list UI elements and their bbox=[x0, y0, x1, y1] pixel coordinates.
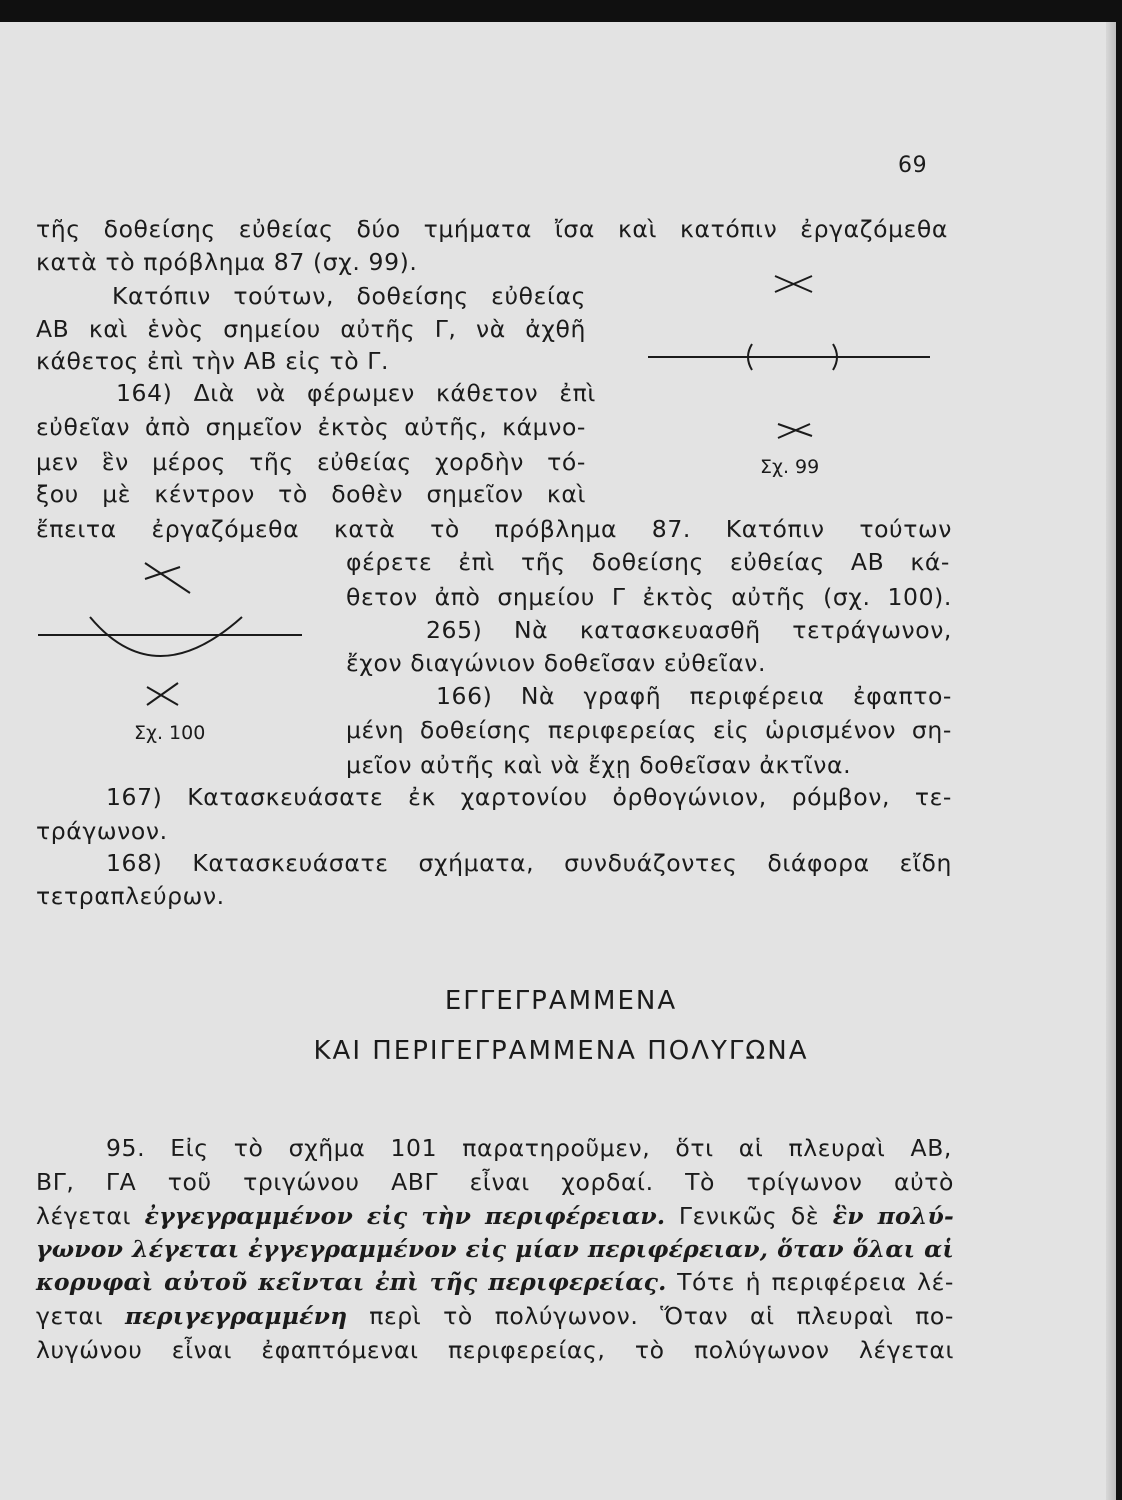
text-line: εὐθεῖαν ἀπὸ σημεῖον ἐκτὸς αὐτῆς, κάμνο- bbox=[36, 413, 586, 441]
text-line: ἔχον διαγώνιον δοθεῖσαν εὐθεῖαν. bbox=[346, 649, 767, 677]
text-line: θετον ἀπὸ σημείου Γ ἐκτὸς αὐτῆς (σχ. 100). bbox=[346, 583, 952, 611]
section-heading-line1: ΕΓΓΕΓΡΑΜΜΕΝΑ bbox=[444, 986, 678, 1016]
text-line: φέρετε ἐπὶ τῆς δοθείσης εὐθείας ΑΒ κά- bbox=[346, 548, 950, 576]
text-line-mixed bbox=[36, 1200, 954, 1232]
text-line: Κατόπιν τούτων, δοθείσης εὐθείας bbox=[112, 282, 586, 310]
fig99-caption: Σχ. 99 bbox=[760, 456, 820, 478]
text-line: μεῖον αὐτῆς καὶ νὰ ἔχῃ δοθεῖσαν ἀκτῖνα. bbox=[346, 751, 852, 779]
emphasis-text: γωνον λέγεται ἐγγεγραμμένον εἰς μίαν περιφέρειαν, ὅταν ὅλαι αἱ bbox=[36, 1235, 954, 1263]
text-line-mixed bbox=[36, 1266, 954, 1298]
section-heading-line2: ΚΑΙ ΠΕΡΙΓΕΓΡΑΜΜΕΝΑ ΠΟΛΥΓΩΝΑ bbox=[313, 1036, 809, 1066]
text-line: μένη δοθείσης περιφερείας εἰς ὡρισμένον ση- bbox=[346, 716, 952, 744]
text-line: κάθετος ἐπὶ τὴν ΑΒ εἰς τὸ Γ. bbox=[36, 347, 390, 375]
emphasis-text: ἓν πολύ- bbox=[832, 1202, 954, 1230]
text-line: 95. Εἰς τὸ σχῆμα 101 παρατηροῦμεν, ὅτι αἱ πλευραὶ ΑΒ, bbox=[106, 1134, 952, 1162]
text-line: 166) Νὰ γραφῆ περιφέρεια ἐφαπτο- bbox=[436, 682, 952, 710]
text-line: τράγωνον. bbox=[36, 817, 168, 845]
page-number: 69 bbox=[898, 153, 928, 178]
text-line: ΒΓ, ΓΑ τοῦ τριγώνου ΑΒΓ εἶναι χορδαί. Τὸ τρίγωνον αὐτὸ bbox=[36, 1168, 954, 1196]
text-line: 265) Νὰ κατασκευασθῆ τετράγωνον, bbox=[426, 616, 952, 644]
text-line: ἔπειτα ἐργαζόμεθα κατὰ τὸ πρόβλημα 87. Κατόπιν τούτων bbox=[36, 515, 952, 543]
text-line: ξου μὲ κέντρον τὸ δοθὲν σημεῖον καὶ bbox=[36, 480, 586, 508]
fig100-mark-top-a bbox=[145, 563, 190, 593]
text-line: 167) Κατασκευάσατε ἐκ χαρτονίου ὀρθογώνιον, ρόμβον, τε- bbox=[106, 783, 952, 811]
text-line: τῆς δοθείσης εὐθείας δύο τμήματα ἴσα καὶ κατόπιν ἐργαζόμεθα bbox=[36, 215, 948, 243]
emphasis-text: ἐγγεγραμμένον εἰς τὴν περιφέρειαν. bbox=[144, 1202, 666, 1230]
text-line: ΑΒ καὶ ἑνὸς σημείου αὐτῆς Γ, νὰ ἀχθῆ bbox=[36, 315, 586, 343]
text-span: Γενικῶς δὲ bbox=[678, 1202, 820, 1230]
fig100-arc bbox=[90, 617, 242, 656]
text-span: περὶ τὸ πολύγωνον. Ὅταν αἱ πλευραὶ πο- bbox=[369, 1302, 954, 1330]
text-line: 164) Διὰ νὰ φέρωμεν κάθετον ἐπὶ bbox=[116, 379, 596, 407]
text-line-mixed bbox=[36, 1233, 954, 1265]
text-line: λυγώνου εἶναι ἐφαπτόμεναι περιφερείας, τὸ πολύγωνον λέγεται bbox=[36, 1336, 954, 1364]
text-span: Τότε ἡ περιφέρεια λέ- bbox=[677, 1268, 954, 1296]
text-line: μεν ἓν μέρος τῆς εὐθείας χορδὴν τό- bbox=[36, 448, 586, 476]
emphasis-text: κορυφαὶ αὐτοῦ κεῖνται ἐπὶ τῆς περιφερείας. bbox=[36, 1268, 667, 1296]
text-line: 168) Κατασκευάσατε σχήματα, συνδυάζοντες διάφορα εἴδη bbox=[106, 849, 952, 877]
text-line-mixed bbox=[36, 1300, 954, 1332]
text-span: λέγεται bbox=[36, 1202, 132, 1230]
text-line: κατὰ τὸ πρόβλημα 87 (σχ. 99). bbox=[36, 248, 418, 276]
fig100-caption: Σχ. 100 bbox=[134, 722, 206, 744]
text-line: τετραπλεύρων. bbox=[36, 882, 225, 910]
figure-100 bbox=[30, 555, 320, 715]
figure-99 bbox=[640, 270, 940, 470]
emphasis-text: περιγεγραμμένη bbox=[125, 1302, 348, 1330]
fig100-mark-top-b bbox=[145, 567, 180, 579]
text-span: γεται bbox=[36, 1302, 104, 1330]
